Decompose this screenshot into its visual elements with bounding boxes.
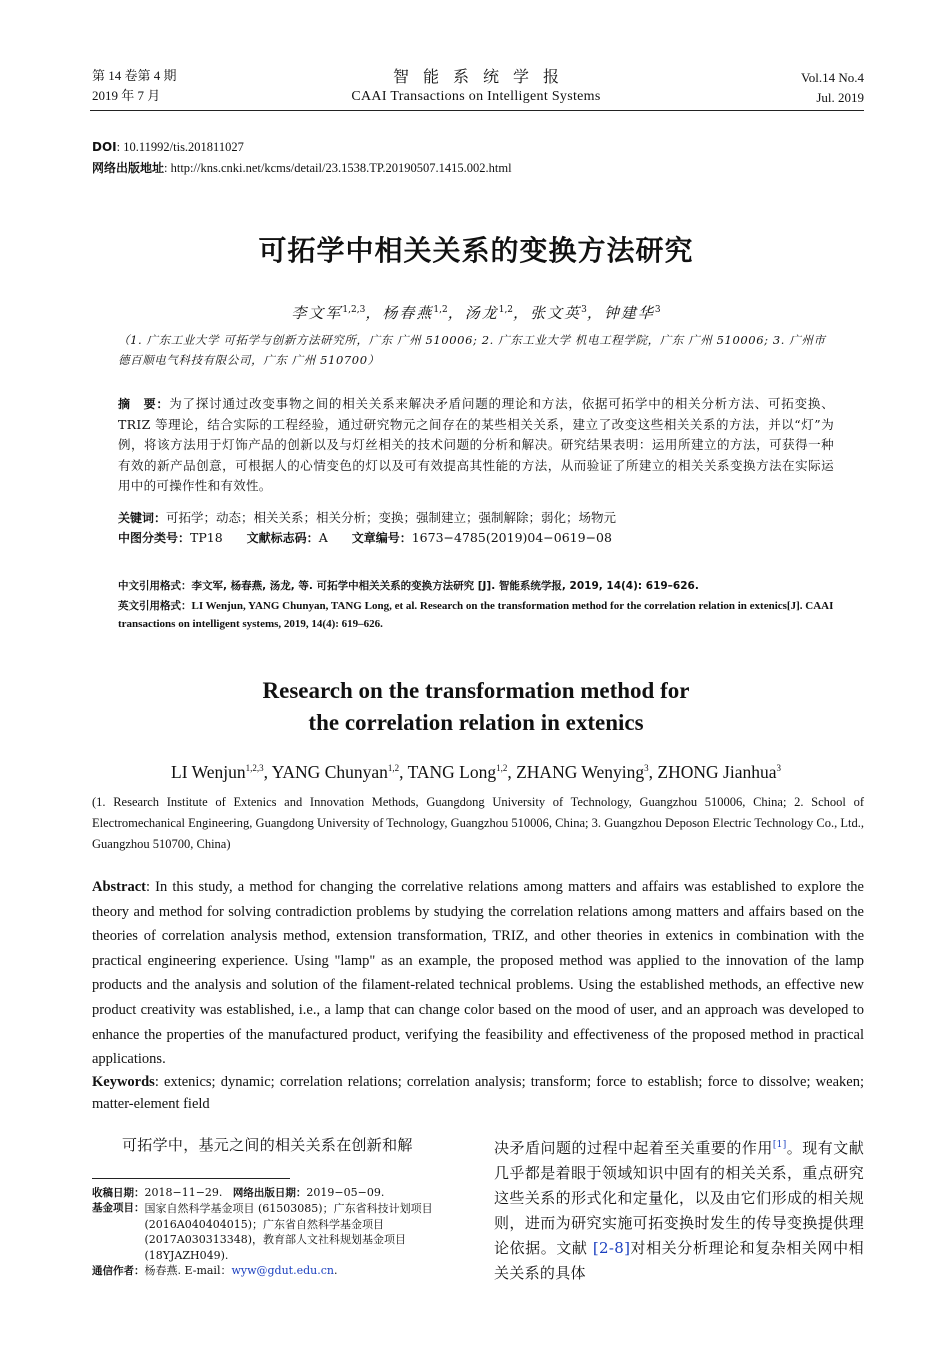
keywords-cn-label: 关键词：	[118, 511, 167, 525]
paper-title-en-line2: the correlation relation in extenics	[308, 710, 644, 735]
volume-issue-en: Vol.14 No.4	[801, 70, 864, 85]
abstract-cn-text: 为了探讨通过改变事物之间的相关关系来解决矛盾问题的理论和方法，依据可拓学中的相关分析方法、可拓变换、TRIZ 等理论，结合实际的工程经验，通过研究物元之间存在的某些相关关系，建立了改变这些相关关系的方法，并以“灯”为例，将该方法用于灯饰产品的创新以及与灯丝相关的技术问题的分析和解决。研究结果表明：运用所建立的方法，可获得一种有效的新产品创意，可根据人的心情变色的灯以及可有效提高其性能的方法，从而验证了所建立的相关关系变换方法在实际运用中的可操作性和有效性。	[118, 396, 834, 494]
citation-en-text: LI Wenjun, YANG Chunyan, TANG Long, et al. Research on the transformation method for the correlation relation in extenics[J]. CAAI transactions on intelligent systems, 2019, 14(4): 619–626.	[118, 600, 834, 630]
author-en: LI Wenjun$^{1,2,3}$,	[171, 762, 272, 782]
affiliation-en: (1. Research Institute of Extenics and Innovation Methods, Guangdong University of Technology, Guangzhou 510006, China; 2. School of Electromechanical Engineering, Guangdong University of Technology, Guangzhou 510006, China; 3. Guangzhou Deposon Electric Technology Co., Ltd., Guangzhou 510700, China)	[92, 795, 864, 851]
funding-text: 国家自然科学基金项目 (61503085)；广东省科技计划项目 (2016A040404015)；广东省自然科学基金项目 (2017A030313348)，教育部人文社科规划基金项目 (18YJAZH049).	[144, 1202, 433, 1262]
volume-issue-cn: 第 14 卷第 4 期	[92, 68, 177, 83]
funding-label: 基金项目：	[92, 1202, 145, 1215]
header-divider	[90, 110, 864, 111]
citation-en-label: 英文引用格式：	[118, 600, 192, 612]
doc-code-label: 文献标志码：	[246, 531, 319, 545]
body-left-paragraph: 可拓学中，基元之间的相关关系在创新和解	[122, 1136, 413, 1154]
author-cn: 李文军$^{1,2,3}$，	[291, 304, 383, 322]
dates-footnote	[92, 1185, 462, 1201]
online-url-line	[92, 158, 512, 178]
journal-name-cn: 智能系统学报	[392, 67, 573, 86]
citation-en	[118, 597, 834, 633]
abstract-en	[92, 875, 864, 1072]
author-en: YANG Chunyan$^{1,2}$,	[271, 762, 408, 782]
body-text: 对相关分析理论和复杂相关网中相关关系的具体	[494, 1239, 864, 1282]
reference-link-1[interactable]: [1]	[772, 1140, 787, 1150]
author-list-cn	[0, 302, 952, 323]
doi-label: DOI	[92, 140, 117, 154]
abstract-en-label: Abstract	[92, 879, 146, 895]
keywords-cn	[118, 508, 834, 528]
classification-line	[118, 528, 834, 548]
clc-label: 中图分类号：	[118, 531, 191, 545]
footnotes	[92, 1185, 462, 1279]
date-cn: 2019 年 7 月	[92, 88, 161, 103]
keywords-cn-text: 可拓学；动态；相关关系；相关分析；变换；强制建立；强制解除；弱化；场物元	[166, 510, 617, 525]
article-number-value: 1673−4785(2019)04−0619−08	[411, 530, 612, 545]
author-cn: 杨春燕$^{1,2}$，	[382, 304, 465, 322]
online-date-label: 网络出版日期：	[232, 1187, 307, 1199]
paper-title-en-line1: Research on the transformation method for	[262, 678, 690, 703]
doi-line	[92, 137, 244, 157]
article-number-label: 文章编号：	[351, 531, 412, 545]
keywords-en-text: : extenics; dynamic; correlation relations; correlation analysis; transform; force to establish; force to dissolve; weaken; matter-element field	[92, 1074, 864, 1112]
received-date-label: 收稿日期：	[92, 1187, 145, 1199]
online-url-label: 网络出版地址	[92, 161, 165, 175]
citation-cn	[118, 577, 834, 595]
corresponding-author-footnote: 通信作者：杨春燕. E-mail：wyw@gdut.edu.cn.	[92, 1264, 338, 1278]
corresponding-name: 杨春燕. E-mail：	[144, 1264, 232, 1278]
author-cn: 钟建华$^3$	[603, 304, 661, 322]
paper-title-cn: 可拓学中相关关系的变换方法研究	[258, 234, 694, 267]
journal-name-en: CAAI Transactions on Intelligent Systems	[351, 89, 601, 104]
author-cn: 汤龙$^{1,2}$，	[464, 304, 531, 322]
abstract-cn-label: 摘 要：	[118, 397, 170, 411]
citation-cn-text: 李文军, 杨春燕, 汤龙, 等. 可拓学中相关关系的变换方法研究 [J]. 智能系统学报, 2019, 14(4): 619–626.	[191, 580, 699, 592]
body-right-paragraph	[494, 1133, 864, 1286]
citation-cn-label: 中文引用格式：	[118, 580, 192, 592]
author-en: ZHONG Jianhua$^3$	[657, 762, 781, 782]
date-en: Jul. 2019	[816, 90, 864, 105]
affiliation-cn: （1. 广东工业大学 可拓学与创新方法研究所，广东 广州 510006; 2. 广东工业大学 机电工程学院，广东 广州 510006; 3. 广州市德百顺电气科技有限公司，广东 广州 510700）	[118, 333, 826, 367]
footnote-divider	[92, 1178, 290, 1179]
paper-title-en	[0, 675, 952, 739]
received-date: 2018−11−29.	[144, 1186, 223, 1199]
doi-value[interactable]: : 10.11992/tis.201811027	[116, 140, 244, 154]
online-date: 2019−05−09.	[306, 1186, 385, 1199]
author-en: ZHANG Wenying$^3$,	[516, 762, 658, 782]
body-text: 决矛盾问题的过程中起着至关重要的作用	[494, 1139, 773, 1157]
email-link[interactable]: wyw@gdut.edu.cn	[231, 1264, 334, 1278]
abstract-en-text: : In this study, a method for changing the correlative relations among matters and affairs was established to explore the theory and method for solving contradiction problems by studying the correlation relations among matters and affairs based on the theories of correlation analysis method, extension transformation, TRIZ, and other theories in extenics in combination with the practical engineering experience. Using "lamp" as an example, the proposed method was applied to the innovation of the lamp products and the analysis and solution of the filament-related technical problems. Using the established methods, an effective new product creativity was established, i.e., a lamp that can change color based on the mood of user, and an approach was developed to enhance the properties of the manufactured product, verifying the feasibility and effectiveness of the proposed method in practical applications.	[92, 879, 864, 1068]
funding-footnote	[92, 1201, 462, 1263]
corresponding-label: 通信作者：	[92, 1265, 145, 1278]
body-text: 。现有文献几乎都是着眼于领域知识中固有的相关关系，重点研究这些关系的形式化和定量化，以及由它们形成的相关规则，进而为研究实施可拓变换时发生的传导变换提供理论依据。文献	[494, 1139, 864, 1257]
keywords-en	[92, 1071, 864, 1115]
abstract-cn	[118, 394, 834, 497]
author-en: TANG Long$^{1,2}$,	[407, 762, 517, 782]
reference-link-2-8[interactable]: [2-8]	[592, 1239, 631, 1257]
doc-code-value: A	[318, 530, 328, 545]
clc-value: TP18	[190, 530, 223, 545]
header-right	[801, 68, 864, 108]
keywords-en-label: Keywords	[92, 1074, 155, 1090]
author-cn: 张文英$^3$，	[530, 304, 604, 322]
online-url-value[interactable]: : http://kns.cnki.net/kcms/detail/23.1538.TP.20190507.1415.002.html	[164, 161, 512, 175]
author-list-en	[0, 762, 952, 783]
